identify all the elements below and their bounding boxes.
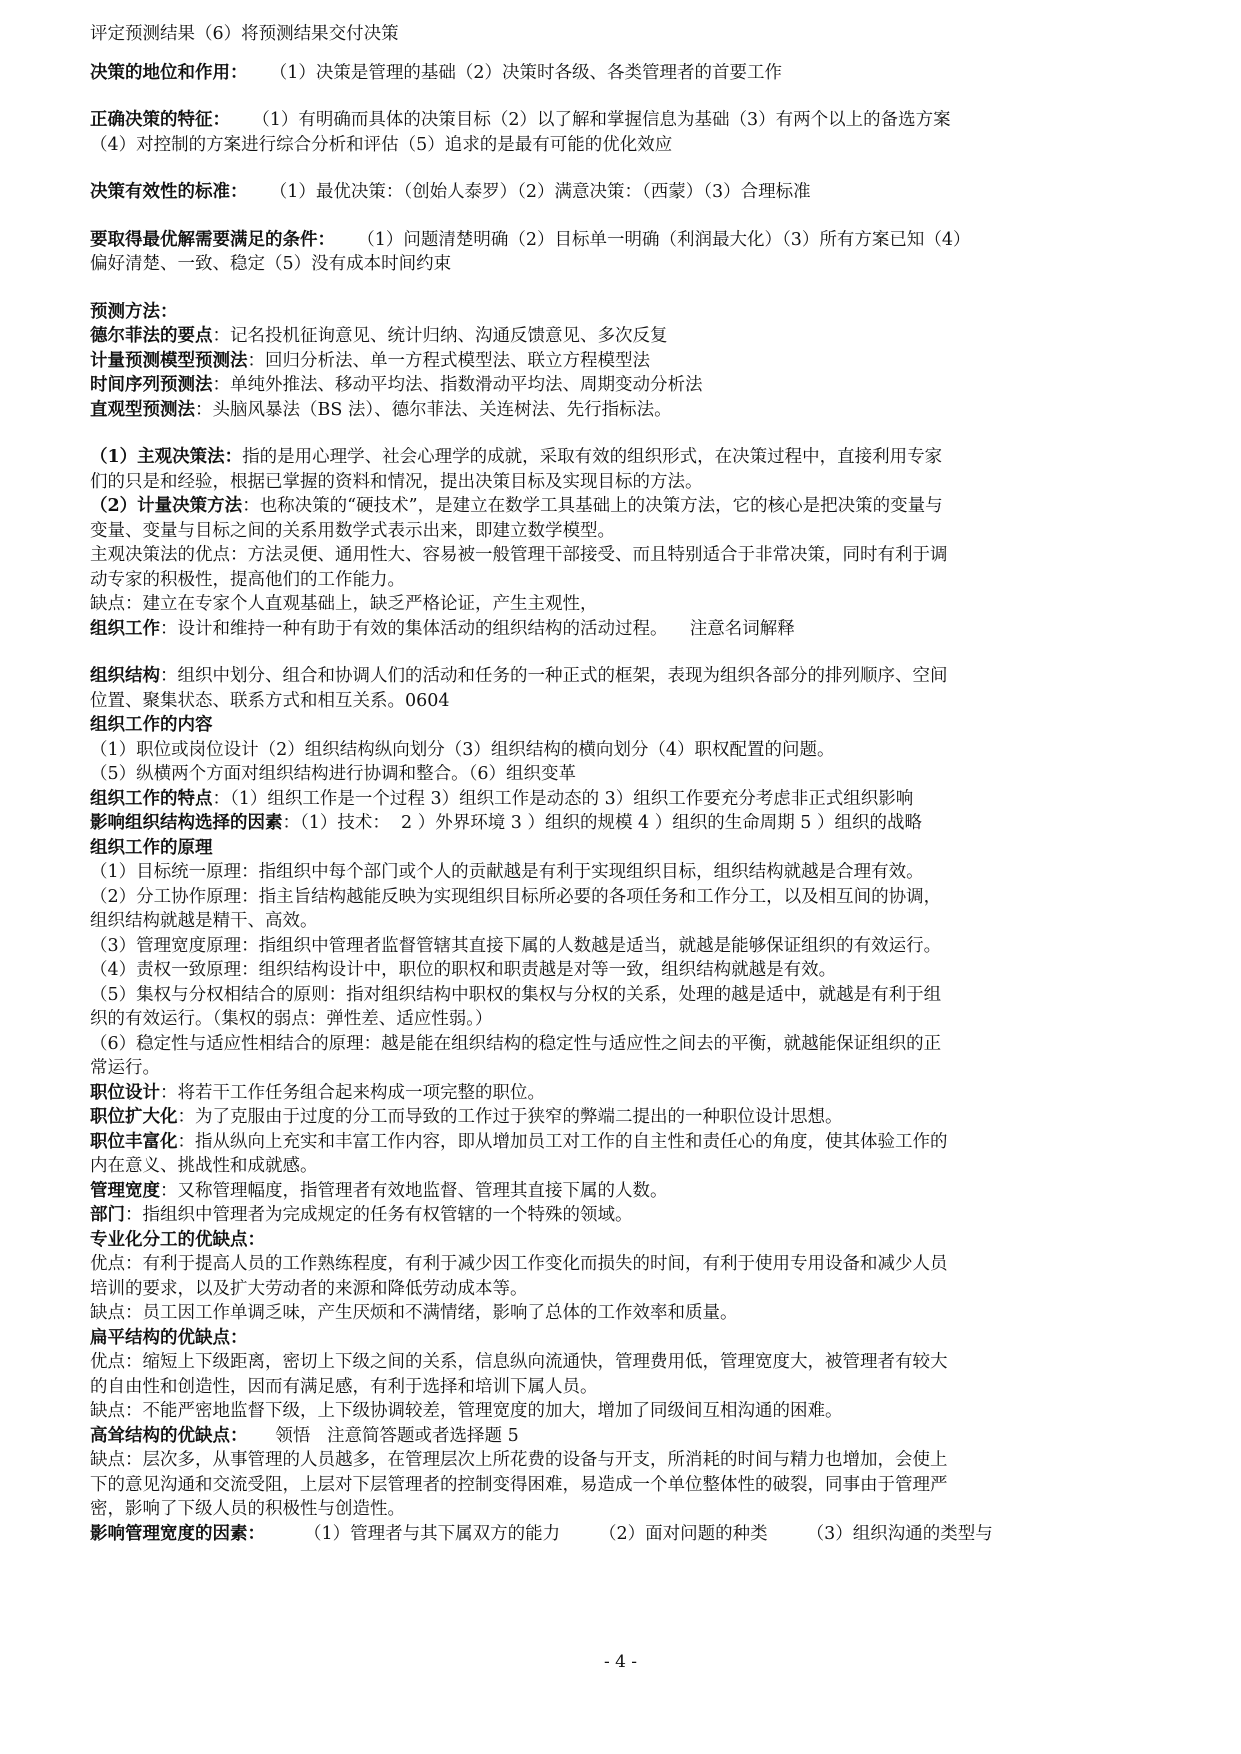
text-line: （5）集权与分权相结合的原则：指对组织结构中职权的集权与分权的关系，处理的越是适中，就越是有利于组 (90, 984, 942, 1005)
text-line: （1）目标统一原理：指组织中每个部门或个人的贡献越是有利于实现组织目标，组织结构就越是合理有效。 (90, 862, 924, 882)
term-body: ：指组织中管理者为完成规定的任务有权管辖的一个特殊的领域。 (125, 1205, 633, 1225)
page-number: - 4 - (603, 1652, 638, 1672)
text-line (90, 1522, 1165, 1547)
text-line: 优点：缩短上下级距离，密切上下级之间的关系，信息纵向流通快，管理费用低，管理宽度大，被管理者有较大 (90, 1352, 948, 1372)
section-heading: 扁平结构的优缺点： (90, 1327, 248, 1348)
text-line: 偏好清楚、一致、稳定（5）没有成本时间约束 (90, 254, 452, 274)
text-line (90, 1081, 1165, 1106)
term-body: （1）最优决策：（创始人泰罗）（2）满意决策：（西蒙）（3）合理标准 (247, 182, 811, 202)
text-line: 的自由性和创造性，因而有满足感，有利于选择和培训下属人员。 (90, 1376, 598, 1397)
text-line (90, 373, 1165, 398)
term-heading: 决策有效性的标准： (90, 182, 248, 202)
text-line: 常运行。 (90, 1058, 160, 1078)
term-body: ：为了克服由于过度的分工而导致的工作过于狭窄的弊端二提出的一种职位设计思想。 (177, 1107, 843, 1127)
term-body: （1）决策是管理的基础（2）决策时各级、各类管理者的首要工作 (247, 62, 783, 83)
text-line: 培训的要求，以及扩大劳动者的来源和降低劳动成本等。 (90, 1278, 528, 1299)
text-line (90, 1179, 1165, 1204)
term-heading: 直观型预测法 (90, 399, 195, 420)
text-line: 织的有效运行。（集权的弱点：弹性差、适应性弱。） (90, 1009, 493, 1029)
term-body: 领悟 注意简答题或者选择题 5 (247, 1425, 519, 1446)
text-line (90, 228, 1165, 253)
text-line (90, 324, 1165, 349)
term-body: ：设计和维持一种有助于有效的集体活动的组织结构的活动过程。 注意名词解释 (160, 618, 795, 639)
text-line: 位置、聚集状态、联系方式和相互关系。0604 (90, 690, 450, 711)
text-line (90, 664, 1165, 689)
text-line: （6）稳定性与适应性相结合的原理：越是能在组织结构的稳定性与适应性之间去的平衡，就越能保证组织的正 (90, 1033, 942, 1054)
text-line (90, 787, 1165, 812)
term-heading: 计量预测模型预测法 (90, 350, 248, 371)
term-heading: 组织工作的特点 (90, 788, 213, 809)
text-line: 动专家的积极性，提高他们的工作能力。 (90, 569, 405, 590)
term-body: ：回归分析法、单一方程式模型法、联立方程模型法 (247, 350, 650, 371)
term-heading: 决策的地位和作用： (90, 62, 248, 83)
text-line (90, 1203, 1165, 1228)
section-heading: 组织工作的原理 (90, 837, 213, 858)
text-line: 们的只是和经验，根据已掌握的资料和情况，提出决策目标及实现目标的方法。 (90, 471, 703, 492)
section-heading: 组织工作的内容 (90, 715, 213, 735)
text-line (90, 1105, 1165, 1130)
term-body: ：记名投机征询意见、统计归纳、沟通反馈意见、多次反复 (212, 326, 668, 346)
text-line (90, 398, 1165, 423)
term-heading: 职位设计 (90, 1082, 160, 1103)
term-body: ：将若干工作任务组合起来构成一项完整的职位。 (160, 1082, 545, 1103)
term-heading: 职位丰富化 (90, 1131, 178, 1152)
text-line: 缺点：层次多，从事管理的人员越多，在管理层次上所花费的设备与开支，所消耗的时间与精力也增加，会使上 (90, 1450, 948, 1470)
text-line: 下的意见沟通和交流受阻，上层对下层管理者的控制变得困难，易造成一个单位整体性的破裂，同事由于管理严 (90, 1474, 948, 1495)
text-line (90, 180, 1165, 205)
text-line: （5）纵横两个方面对组织结构进行协调和整合。（6）组织变革 (90, 764, 577, 784)
term-heading: 组织结构 (90, 666, 160, 686)
term-body: ：组织中划分、组合和协调人们的活动和任务的一种正式的框架，表现为组织各部分的排列顺序、空间 (160, 666, 948, 686)
section-heading: 专业化分工的优缺点： (90, 1229, 265, 1250)
term-heading: 影响管理宽度的因素： (90, 1523, 265, 1544)
text-line (90, 349, 1165, 374)
text-line (90, 1424, 1165, 1449)
text-line: （3）管理宽度原理：指组织中管理者监督管辖其直接下属的人数越是适当，就越是能够保证组织的有效运行。 (90, 935, 942, 956)
text-line: 评定预测结果（6）将预测结果交付决策 (90, 24, 399, 44)
term-heading: 要取得最优解需要满足的条件： (90, 229, 335, 250)
text-line: 缺点：建立在专家个人直观基础上，缺乏严格论证，产生主观性， (90, 594, 598, 614)
text-line (90, 445, 1165, 470)
text-line (90, 108, 1165, 133)
text-line: （4）对控制的方案进行综合分析和评估（5）追求的是最有可能的优化效应 (90, 134, 673, 155)
text-line (90, 617, 1165, 642)
text-line: 组织结构就越是精干、高效。 (90, 911, 318, 931)
text-line: 主观决策法的优点：方法灵便、通用性大、容易被一般管理干部接受、而且特别适合于非常决策，同时有利于调 (90, 545, 948, 565)
document-body (90, 22, 1165, 1546)
term-heading: 高耸结构的优缺点： (90, 1425, 248, 1446)
term-heading: 组织工作 (90, 618, 160, 639)
term-body: ：单纯外推法、移动平均法、指数滑动平均法、周期变动分析法 (212, 375, 703, 395)
term-heading: 职位扩大化 (90, 1107, 178, 1127)
term-body: （1）有明确而具体的决策目标（2）以了解和掌握信息为基础（3）有两个以上的备选方案 (230, 110, 951, 130)
text-line: 优点：有利于提高人员的工作熟练程度，有利于减少因工作变化而损失的时间，有利于使用专用设备和减少人员 (90, 1254, 948, 1274)
term-body: ：（1）技术： 2 ）外界环境 3 ）组织的规模 4 ）组织的生命周期 5 ）组织的战略 (282, 813, 922, 833)
text-line: （2）分工协作原理：指主旨结构越能反映为实现组织目标所必要的各项任务和工作分工，以及相互间的协调， (90, 886, 942, 907)
term-heading: 部门 (90, 1205, 125, 1225)
term-heading: 管理宽度 (90, 1180, 160, 1201)
text-line: 变量、变量与目标之间的关系用数学式表示出来，即建立数学模型。 (90, 520, 615, 541)
text-line (90, 1130, 1165, 1155)
term-heading: 德尔菲法的要点 (90, 326, 213, 346)
text-line: 密，影响了下级人员的积极性与创造性。 (90, 1499, 405, 1519)
text-line: 缺点：员工因工作单调乏味，产生厌烦和不满情绪，影响了总体的工作效率和质量。 (90, 1303, 738, 1323)
term-body: （1）管理者与其下属双方的能力 （2）面对问题的种类 （3）组织沟通的类型与 (265, 1523, 993, 1544)
term-body: （1）问题清楚明确（2）目标单一明确（利润最大化）（3）所有方案已知（4） (335, 229, 971, 250)
text-line: 缺点：不能严密地监督下级，上下级协调较差，管理宽度的加大，增加了同级间互相沟通的困难。 (90, 1401, 843, 1421)
text-line (90, 494, 1165, 519)
text-line: 内在意义、挑战性和成就感。 (90, 1156, 318, 1176)
term-body: ：（1）组织工作是一个过程 3）组织工作是动态的 3）组织工作要充分考虑非正式组织影响 (212, 788, 914, 809)
text-line: （4）责权一致原理：组织结构设计中，职位的职权和职责越是对等一致，组织结构就越是有效。 (90, 960, 837, 980)
term-body: ：指从纵向上充实和丰富工作内容，即从增加员工对工作的自主性和责任心的角度，使其体验工作的 (177, 1131, 948, 1152)
text-line: （1）职位或岗位设计（2）组织结构纵向划分（3）组织结构的横向划分（4）职权配置的问题。 (90, 739, 835, 760)
term-heading: （1）主观决策法： (90, 447, 243, 467)
term-body: ：又称管理幅度，指管理者有效地监督、管理其直接下属的人数。 (160, 1180, 668, 1201)
term-heading: 正确决策的特征： (90, 110, 230, 130)
term-heading: 影响组织结构选择的因素 (90, 813, 283, 833)
term-body: ：也称决策的“硬技术”，是建立在数学工具基础上的决策方法，它的核心是把决策的变量与 (242, 496, 943, 516)
term-body: ：头脑风暴法（BS 法）、德尔菲法、关连树法、先行指标法。 (195, 399, 672, 420)
term-body: 指的是用心理学、社会心理学的成就，采取有效的组织形式，在决策过程中，直接利用专家 (242, 447, 943, 467)
text-line (90, 811, 1165, 836)
section-heading: 预测方法： (90, 301, 178, 322)
term-heading: （2）计量决策方法 (90, 496, 243, 516)
text-line (90, 61, 1165, 86)
term-heading: 时间序列预测法 (90, 375, 213, 395)
